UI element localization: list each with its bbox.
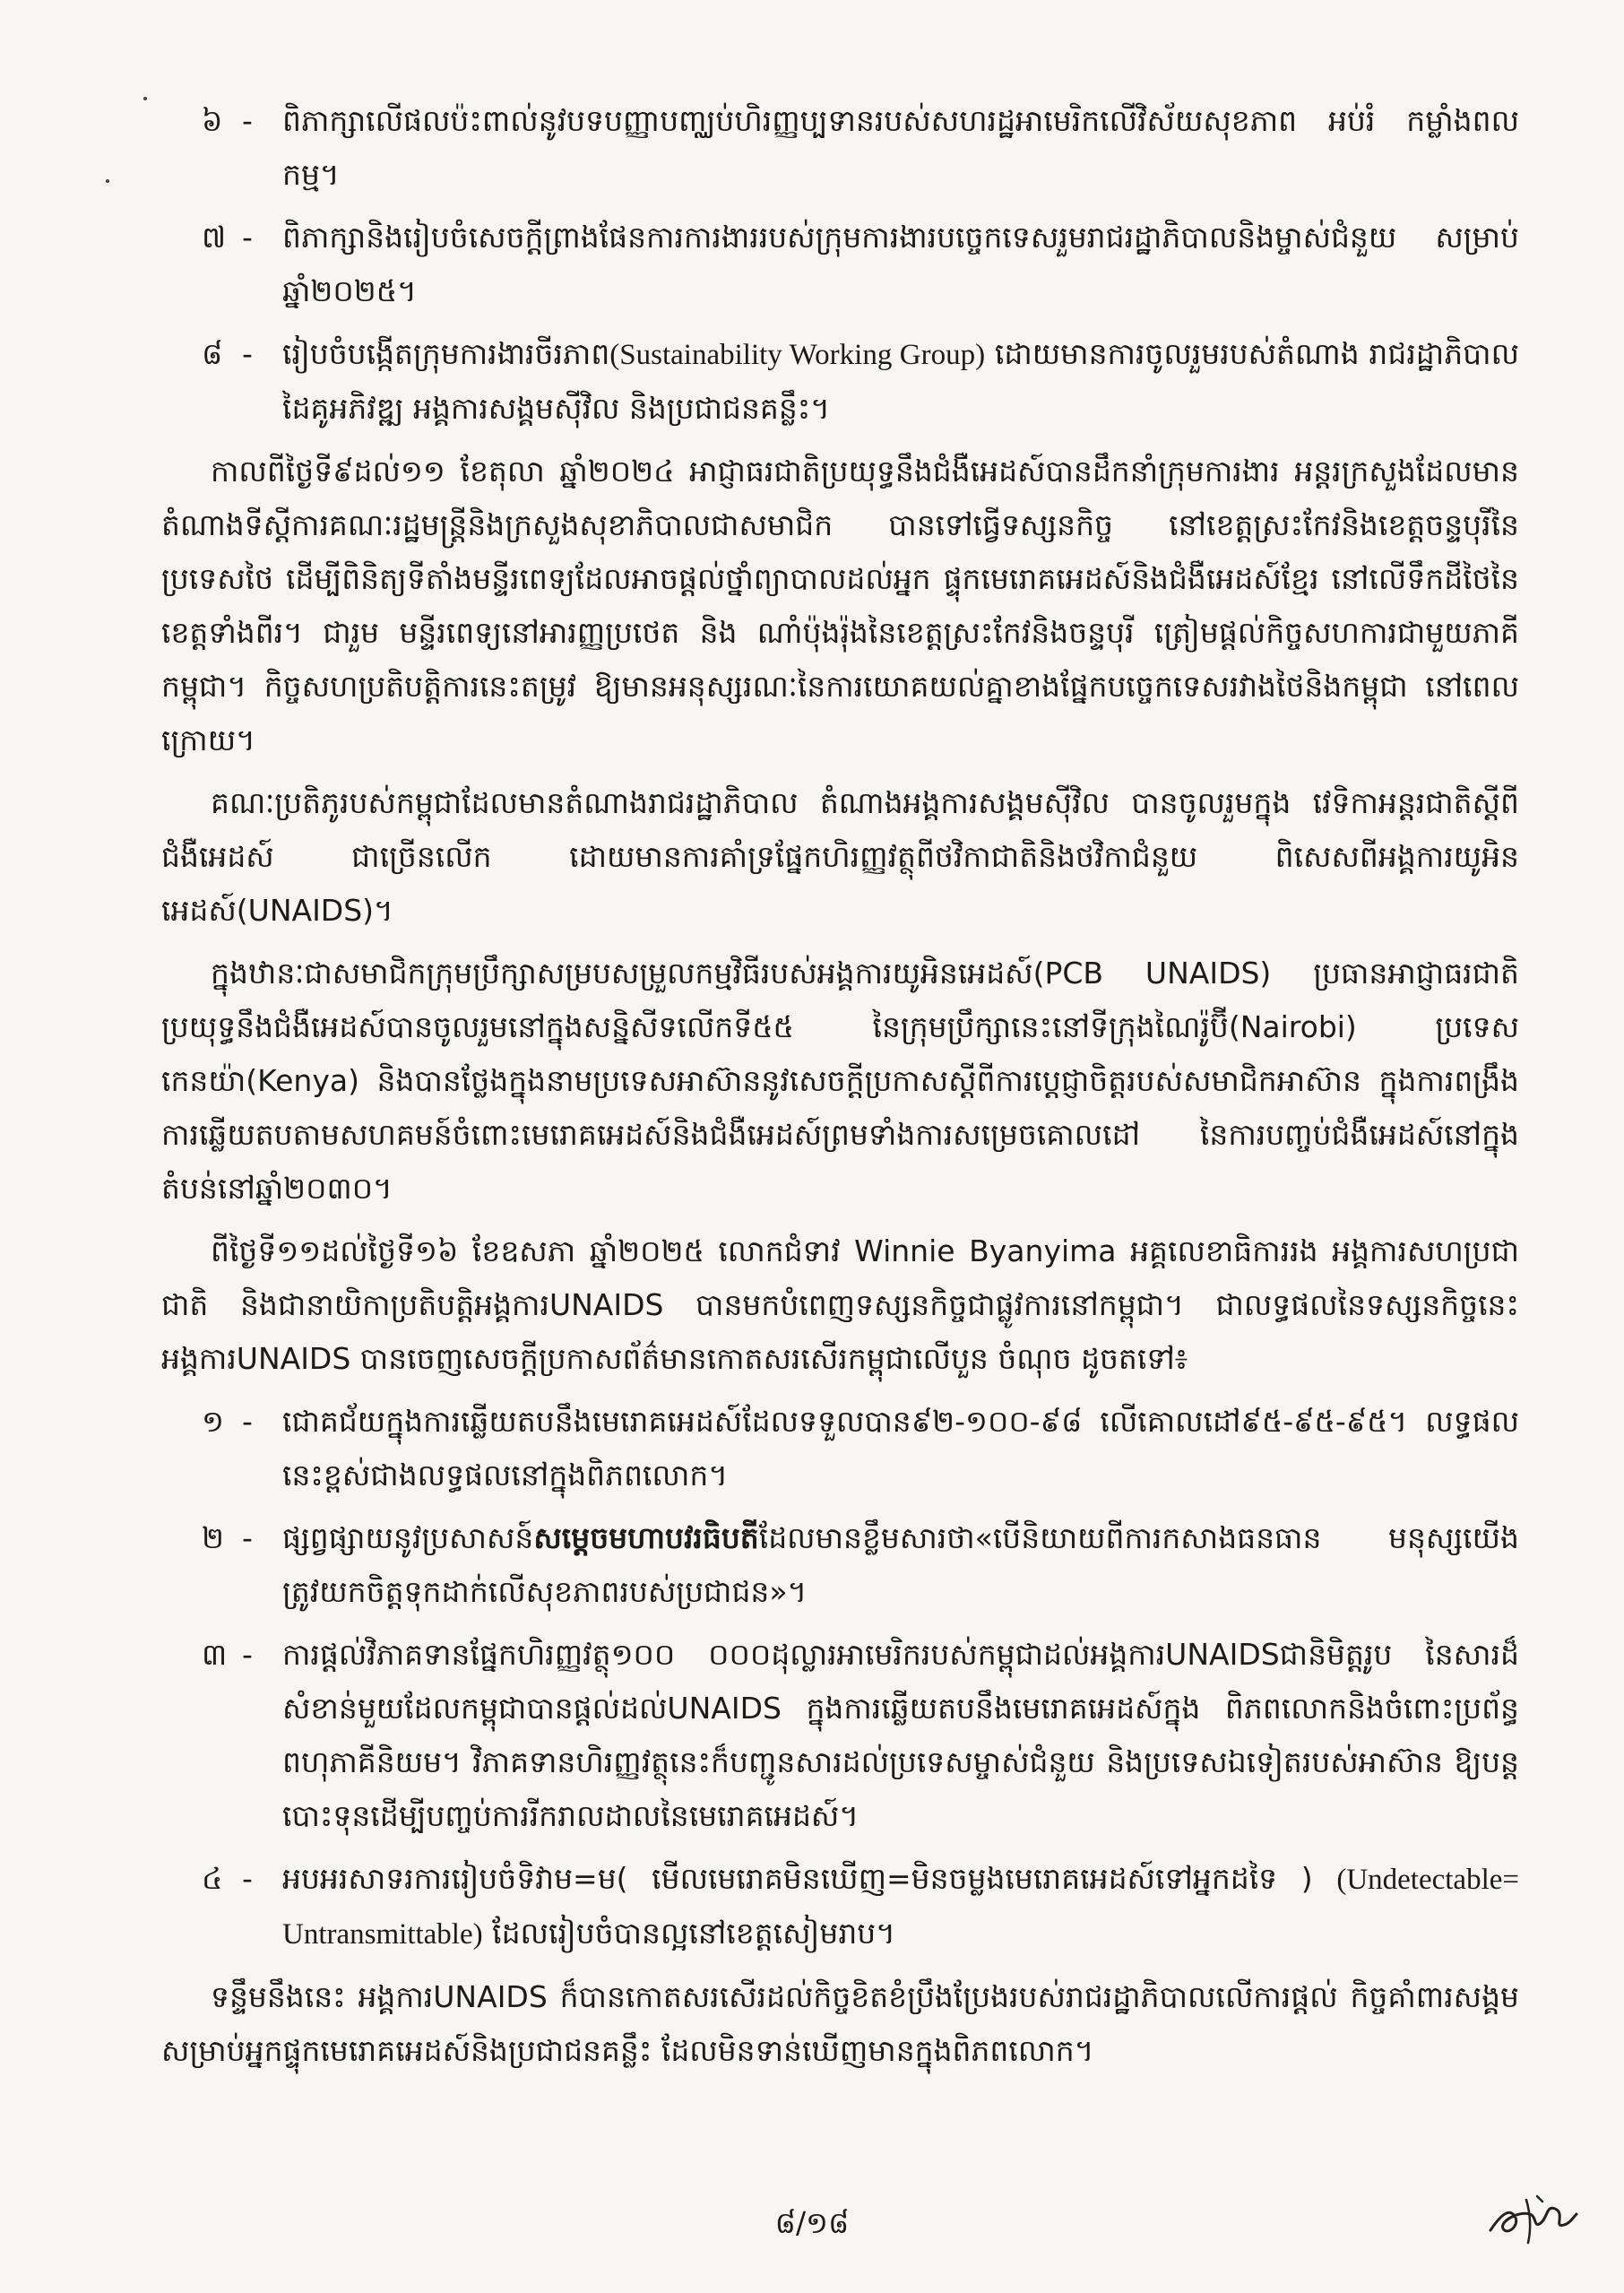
paragraph: ពីថ្ងៃទី១១ដល់ថ្ងៃទី១៦ ខែឧសភា ឆ្នាំ២០២៥ លោកជំទាវ Winnie Byanyima អគ្គលេខាធិការរង អង្គការសហប្រជាជាតិ និងជានាយិកាប្រតិបត្តិអង្គការUNAIDS បានមកបំពេញទស្សនកិច្ចជាផ្លូវការនៅកម្ពុជា។ ជាលទ្ធផលនៃទស្សនកិច្ចនេះ អង្គការUNAIDS បានចេញសេចក្តីប្រកាសព័ត៌មានកោតសរសើរកម្ពុជាលើបួន ចំណុច ដូចតទៅ៖ bbox=[161, 1233, 1519, 1376]
list-item bbox=[202, 327, 1519, 436]
item-separator: - bbox=[242, 336, 253, 371]
signature-stroke bbox=[1537, 2196, 1542, 2202]
item-text-part: ដែលរៀបចំបានល្អនៅខេត្តសៀមរាប។ bbox=[482, 1916, 895, 1951]
item-separator: - bbox=[242, 1637, 253, 1672]
signature-stroke bbox=[1526, 2200, 1530, 2243]
item-number: ៤ bbox=[202, 1861, 223, 1896]
item-text-latin: (Sustainability Working Group) bbox=[609, 339, 986, 371]
item-separator: - bbox=[242, 220, 253, 255]
item-text: ពិភាក្សាលើផលប៉ះពាល់នូវបទបញ្ញាបញ្ឈប់ហិរញ្ញប្បទានរបស់សហរដ្ឋអាមេរិកលើវិស័យសុខភាព អប់រំ កម្លាំងពលកម្ម។ bbox=[282, 103, 1519, 192]
list-item bbox=[202, 94, 1519, 202]
document-body bbox=[161, 94, 1519, 2087]
item-number: ៧ bbox=[202, 220, 227, 255]
scan-speck bbox=[106, 179, 109, 183]
item-separator: - bbox=[242, 1404, 253, 1439]
item-text-latin: (Undetectable= Untransmittable) bbox=[282, 1864, 1519, 1951]
paragraph: គណៈប្រតិភូរបស់កម្ពុជាដែលមានតំណាងរាជរដ្ឋាភិបាល តំណាងអង្គការសង្គមស៊ីវិល បានចូលរួមក្នុង វេទិកាអន្តរជាតិស្តីពីជំងឺអេដស៍ ជាច្រើនលើក ដោយមានការគាំទ្រផ្នែកហិរញ្ញវត្ថុពីថវិកាជាតិនិងថវិកាជំនួយ ពិសេសពីអង្គការយូអិនអេដស៍(UNAIDS)។ bbox=[161, 785, 1519, 928]
item-separator: - bbox=[242, 1861, 253, 1896]
closing-paragraph: ទន្ទឹមនឹងនេះ អង្គការUNAIDS ក៏បានកោតសរសើរដល់កិច្ចខិតខំប្រឹងប្រែងរបស់រាជរដ្ឋាភិបាលលើការផ្តល់ កិច្ចគាំពារសង្គមសម្រាប់អ្នកផ្ទុកមេរោគអេដស៍និងប្រជាជនគន្លឹះ ដែលមិនទាន់ឃើញមានក្នុងពិភពលោក។ bbox=[161, 1979, 1519, 2068]
item-text bbox=[282, 1852, 1519, 1961]
item-text-part: អបអរសាទរការរៀបចំទិវាម=ម( មើលមេរោគមិនឃើញ=មិនចម្លងមេរោគអេដស៍ទៅអ្នកដទៃ ) bbox=[282, 1861, 1337, 1896]
item-text-bold: សម្តេចមហាបវរធិបតី bbox=[533, 1520, 759, 1555]
item-text-part: ផ្សព្វផ្សាយនូវប្រសាសន៍ bbox=[282, 1520, 534, 1555]
paragraph: កាលពីថ្ងៃទី៩ដល់១១ ខែតុលា ឆ្នាំ២០២៤ អាជ្ញាធរជាតិប្រយុទ្ធនឹងជំងឺអេដស៍បានដឹកនាំក្រុមការងារ អន្តរក្រសួងដែលមានតំណាងទីស្តីការគណៈរដ្ឋមន្ត្រីនិងក្រសួងសុខាភិបាលជាសមាជិក បានទៅធ្វើទស្សនកិច្ច នៅខេត្តស្រះកែវនិងខេត្តចន្ទបុរីនៃប្រទេសថៃ ដើម្បីពិនិត្យទីតាំងមន្ទីរពេទ្យដែលអាចផ្តល់ថ្នាំព្យាបាលដល់អ្នក ផ្ទុកមេរោគអេដស៍និងជំងឺអេដស៍ខ្មែរ នៅលើទឹកដីថៃនៃខេត្តទាំងពីរ។ ជារួម មន្ទីរពេទ្យនៅអារញ្ញប្រថេត និង ណាំប៉ុងរ៉ុងនៃខេត្តស្រះកែវនិងចន្ទបុរី ត្រៀមផ្តល់កិច្ចសហការជាមួយភាគីកម្ពុជា។ កិច្ចសហប្រតិបត្តិការនេះតម្រូវ ឱ្យមានអនុស្សរណៈនៃការយោគយល់គ្នាខាងផ្នែកបច្ចេកទេសរវាងថៃនិងកម្ពុជា នៅពេលក្រោយ។ bbox=[161, 454, 1519, 757]
page-number: ៨/១៨ bbox=[774, 2205, 850, 2240]
list-item bbox=[202, 1511, 1519, 1619]
item-number: ៦ bbox=[202, 103, 223, 138]
list-item bbox=[202, 211, 1519, 318]
item-text: ពិភាក្សានិងរៀបចំសេចក្តីព្រាងផែនការការងាររបស់ក្រុមការងារបច្ចេកទេសរួមរាជរដ្ឋាភិបាលនិងម្ចាស់ជំនួយ សម្រាប់ឆ្នាំ២០២៥។ bbox=[282, 220, 1519, 308]
scan-speck bbox=[143, 97, 147, 100]
item-separator: - bbox=[242, 1520, 253, 1555]
list-item bbox=[202, 1628, 1519, 1843]
handwritten-signature bbox=[1483, 2187, 1582, 2250]
item-text: ជោគជ័យក្នុងការឆ្លើយតបនឹងមេរោគអេដស៍ដែលទទួលបាន៩២-១០០-៩៨ លើគោលដៅ៩៥-៩៥-៩៥។ លទ្ធផលនេះខ្ពស់ជាងលទ្ធផលនៅក្នុងពិភពលោក។ bbox=[282, 1404, 1519, 1493]
item-number: ៨ bbox=[202, 336, 223, 371]
paragraph: ក្នុងឋានៈជាសមាជិកក្រុមប្រឹក្សាសម្របសម្រួលកម្មវិធីរបស់អង្គការយូអិនអេដស៍(PCB UNAIDS) ប្រធានអាជ្ញាធរជាតិ ប្រយុទ្ធនឹងជំងឺអេដស៍បានចូលរួមនៅក្នុងសន្និសីទលើកទី៥៥ នៃក្រុមប្រឹក្សានេះនៅទីក្រុងណៃរ៉ូប៊ី(Nairobi) ប្រទេស កេនយ៉ា(Kenya) និងបានថ្លែងក្នុងនាមប្រទេសអាស៊ាននូវសេចក្តីប្រកាសស្តីពីការប្តេជ្ញាចិត្តរបស់សមាជិកអាស៊ាន ក្នុងការពង្រឹងការឆ្លើយតបតាមសហគមន៍ចំពោះមេរោគអេដស៍និងជំងឺអេដស៍ព្រមទាំងការសម្រេចគោលដៅ នៃការបញ្ចប់ជំងឺអេដស៍នៅក្នុងតំបន់នៅឆ្នាំ២០៣០។ bbox=[161, 956, 1519, 1206]
list-item bbox=[202, 1852, 1519, 1961]
item-text-part: រៀបចំបង្កើតក្រុមការងារចីរភាព bbox=[282, 336, 610, 371]
item-text bbox=[282, 327, 1519, 436]
item-number: ៣ bbox=[202, 1637, 228, 1672]
item-separator: - bbox=[242, 103, 253, 138]
item-text bbox=[282, 1511, 1519, 1619]
item-text-part: ដែលមានខ្លឹមសារថា«បើនិយាយពីការកសាងធនធាន មនុស្សយើងត្រូវយកចិត្តទុកដាក់លើសុខភាពរបស់ប្រជាជន»។ bbox=[282, 1520, 1519, 1609]
item-number: ១ bbox=[202, 1404, 224, 1439]
item-text-part: ដោយមានការចូលរួមរបស់តំណាង រាជរដ្ឋាភិបាល ដៃគូអភិវឌ្ឍ អង្គការសង្គមស៊ីវិល និងប្រជាជនគន្លឹះ។ bbox=[282, 336, 1519, 426]
signature-stroke bbox=[1490, 2208, 1576, 2231]
item-text: ការផ្តល់វិភាគទានផ្នែកហិរញ្ញវត្ថុ១០០ ០០០ដុល្លារអាមេរិករបស់កម្ពុជាដល់អង្គការUNAIDSជានិមិត្តរូប នៃសារដ៏សំខាន់មួយដែលកម្ពុជាបានផ្តល់ដល់UNAIDS ក្នុងការឆ្លើយតបនឹងមេរោគអេដស៍ក្នុង ពិភពលោកនិងចំពោះប្រព័ន្ធពហុភាគីនិយម។ វិភាគទានហិរញ្ញវត្ថុនេះក៏បញ្ជូនសារដល់ប្រទេសម្ចាស់ជំនួយ និងប្រទេសឯទៀតរបស់អាស៊ាន ឱ្យបន្តបោះទុនដើម្បីបញ្ចប់ការរីករាលដាលនៃមេរោគអេដស៍។ bbox=[282, 1637, 1519, 1833]
list-item bbox=[202, 1395, 1519, 1502]
item-number: ២ bbox=[202, 1520, 224, 1555]
